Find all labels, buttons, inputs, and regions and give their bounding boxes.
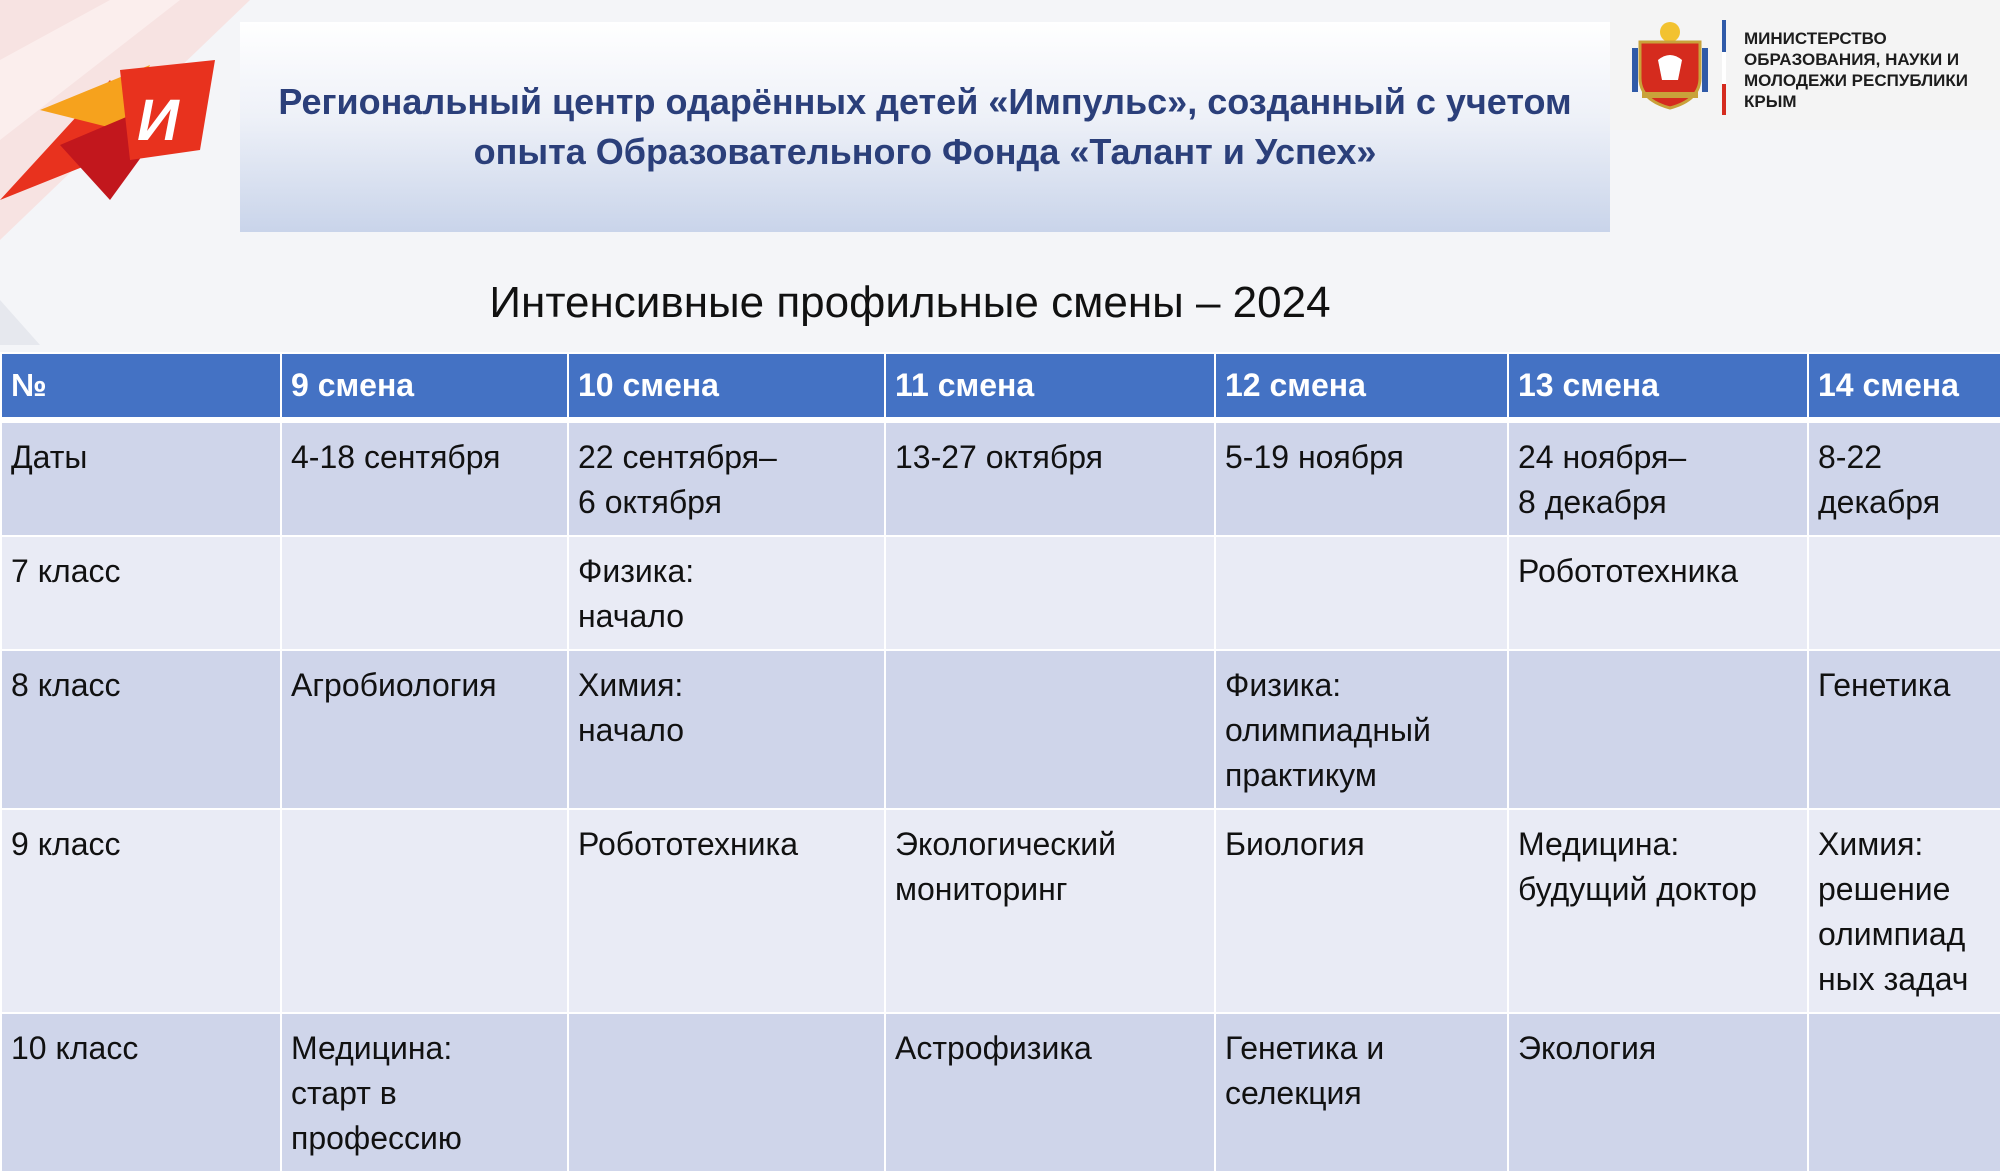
schedule-table bbox=[0, 352, 2000, 1173]
header-title-line-1: Региональный центр одарённых детей «Импульс», созданный с учетом bbox=[278, 81, 1572, 122]
table-cell: Физика: олимпиадный практикум bbox=[1215, 650, 1508, 809]
table-cell: Медицина: будущий доктор bbox=[1508, 809, 1808, 1013]
table-cell: Экология bbox=[1508, 1013, 1808, 1172]
row-label-cell: 7 класс bbox=[1, 536, 281, 650]
header-banner bbox=[240, 22, 1610, 232]
table-cell: Химия: решение олимпиад ных задач bbox=[1808, 809, 2000, 1013]
header-cell-shift-10: 10 смена bbox=[568, 353, 885, 420]
row-label-cell: 10 класс bbox=[1, 1013, 281, 1172]
table-cell bbox=[1808, 1013, 2000, 1172]
table-cell: Генетика и селекция bbox=[1215, 1013, 1508, 1172]
table-cell: Химия: начало bbox=[568, 650, 885, 809]
table-cell bbox=[1808, 536, 2000, 650]
table-cell: Физика: начало bbox=[568, 536, 885, 650]
header-title bbox=[265, 77, 1585, 177]
impulse-logo-icon bbox=[0, 50, 225, 210]
table-header-row bbox=[1, 353, 2000, 420]
table-row bbox=[1, 536, 2000, 650]
table-cell: Экологический мониторинг bbox=[885, 809, 1215, 1013]
table-cell: 5-19 ноября bbox=[1215, 420, 1508, 536]
row-label-cell: 8 класс bbox=[1, 650, 281, 809]
table-cell: Агробиология bbox=[281, 650, 568, 809]
header-cell-shift-11: 11 смена bbox=[885, 353, 1215, 420]
table-cell: 8-22 декабря bbox=[1808, 420, 2000, 536]
header-cell-shift-14: 14 смена bbox=[1808, 353, 2000, 420]
header-cell-shift-13: 13 смена bbox=[1508, 353, 1808, 420]
table-cell: 22 сентября– 6 октября bbox=[568, 420, 885, 536]
table-cell: Биология bbox=[1215, 809, 1508, 1013]
table-cell: Робототехника bbox=[1508, 536, 1808, 650]
ministry-line: МИНИСТЕРСТВО bbox=[1744, 29, 1887, 48]
table-cell bbox=[281, 809, 568, 1013]
table-row bbox=[1, 650, 2000, 809]
table-cell: Генетика bbox=[1808, 650, 2000, 809]
crimea-coat-of-arms-icon bbox=[1628, 20, 1712, 110]
slide-title: Интенсивные профильные смены – 2024 bbox=[489, 278, 1331, 327]
table-cell bbox=[568, 1013, 885, 1172]
table-cell bbox=[1508, 650, 1808, 809]
ministry-line: ОБРАЗОВАНИЯ, НАУКИ И bbox=[1744, 50, 1960, 69]
header-cell-number: № bbox=[1, 353, 281, 420]
table-cell: Робототехника bbox=[568, 809, 885, 1013]
table-cell bbox=[1215, 536, 1508, 650]
table-cell bbox=[281, 536, 568, 650]
table-cell: Медицина: старт в профессию bbox=[281, 1013, 568, 1172]
header-cell-shift-12: 12 смена bbox=[1215, 353, 1508, 420]
ministry-name bbox=[1744, 28, 1994, 112]
ministry-divider bbox=[1722, 20, 1726, 115]
header-cell-shift-9: 9 смена bbox=[281, 353, 568, 420]
header-title-line-2: опыта Образовательного Фонда «Талант и Успех» bbox=[473, 131, 1377, 172]
table-cell bbox=[885, 650, 1215, 809]
table-row bbox=[1, 1013, 2000, 1172]
ministry-block bbox=[1610, 0, 2000, 130]
svg-text:И: И bbox=[137, 88, 179, 153]
table-cell: 4-18 сентября bbox=[281, 420, 568, 536]
row-label-cell: 9 класс bbox=[1, 809, 281, 1013]
table-cell: Астрофизика bbox=[885, 1013, 1215, 1172]
table-body bbox=[1, 420, 2000, 1172]
table-cell: 13-27 октября bbox=[885, 420, 1215, 536]
table-row bbox=[1, 809, 2000, 1013]
ministry-line: МОЛОДЕЖИ РЕСПУБЛИКИ bbox=[1744, 71, 1968, 90]
table-row bbox=[1, 420, 2000, 536]
ministry-line: КРЫМ bbox=[1744, 92, 1797, 111]
table-cell: 24 ноября– 8 декабря bbox=[1508, 420, 1808, 536]
table-cell bbox=[885, 536, 1215, 650]
row-label-cell: Даты bbox=[1, 420, 281, 536]
